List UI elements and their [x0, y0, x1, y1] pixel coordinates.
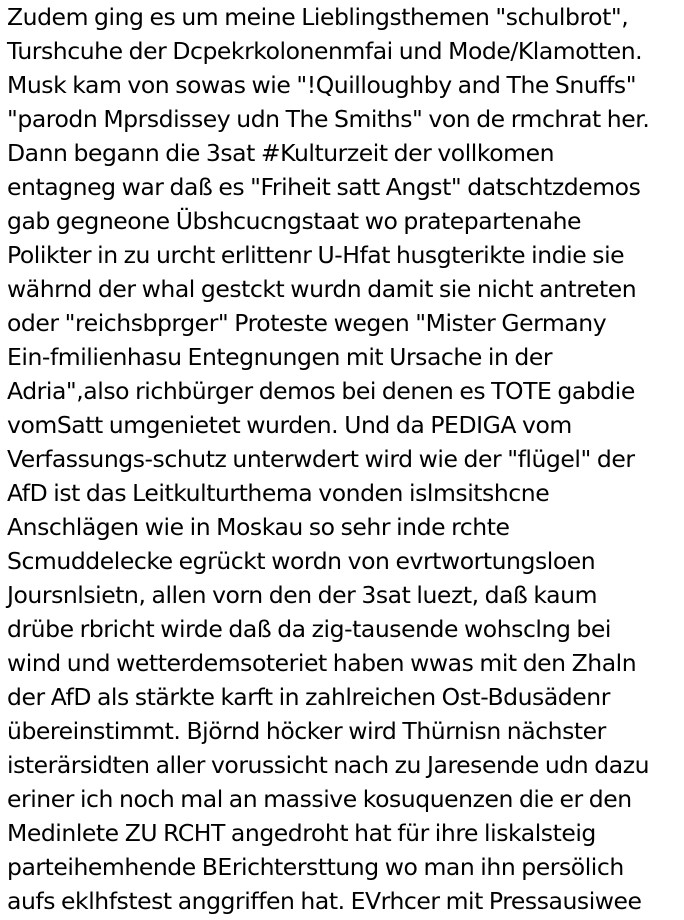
text-line: Joursnlsietn, allen vorn den der 3sat luezt, daß kaum — [7, 581, 598, 609]
text-line: AfD ist das Leitkulturthema vonden islmsitshcne — [7, 479, 550, 507]
text-line: Zudem ging es um meine Lieblingsthemen "schulbrot", — [7, 3, 629, 31]
text-line: Turshcuhe der Dcpekrkolonenmfai und Mode/Klamotten. — [7, 37, 643, 65]
text-line: übereinstimmt. Björnd höcker wird Thürnisn nächster — [7, 717, 606, 745]
text-line: "parodn Mprsdissey udn The Smiths" von de rmchrat her. — [7, 105, 650, 133]
text-line: Verfassungs-schutz unterwdert wird wie der "flügel" der — [7, 445, 635, 473]
text-line: Ein-fmilienhasu Entegnungen mit Ursache in der — [7, 343, 553, 371]
text-line: entagneg war daß es "Friheit satt Angst" datschtzdemos — [7, 173, 641, 201]
text-line: drübe rbricht wirde daß da zig-tausende wohsclng bei — [7, 615, 611, 643]
text-line: isterärsidten aller vorussicht nach zu Jaresende udn dazu — [7, 751, 650, 779]
text-line: Dann begann die 3sat #Kulturzeit der vollkomen — [7, 139, 555, 167]
text-line: Polikter in zu urcht erlittenr U-Hfat husgterikte indie sie — [7, 241, 625, 269]
text-line: oder "reichsbprger" Proteste wegen "Mister Germany — [7, 309, 607, 337]
text-line: der AfD als stärkte karft in zahlreichen Ost-Bdusädenr — [7, 683, 610, 711]
text-line: wind und wetterdemsoteriet haben wwas mit den Zhaln — [7, 649, 637, 677]
text-line: aufs eklhfstest anggriffen hat. EVrhcer mit Pressausiwee — [7, 887, 642, 915]
text-line: parteihemhende BErichtersttung wo man ihn persölich — [7, 853, 624, 881]
text-line: vomSatt umgenietet wurden. Und da PEDIGA vom — [7, 411, 572, 439]
text-line: gab gegneone Übshcucngstaat wo pratepartenahe — [7, 207, 582, 235]
text-line: währnd der whal gestckt wurdn damit sie nicht antreten — [7, 275, 637, 303]
text-line: Musk kam von sowas wie "!Quilloughby and The Snuffs" — [7, 71, 637, 99]
text-line: Adria",also richbürger demos bei denen es TOTE gabdie — [7, 377, 635, 405]
text-line: Scmuddelecke egrückt wordn von evrtwortungsloen — [7, 547, 596, 575]
document-body — [7, 0, 684, 918]
text-line: Anschlägen wie in Moskau so sehr inde rchte — [7, 513, 510, 541]
text-line: Medinlete ZU RCHT angedroht hat für ihre liskalsteig — [7, 819, 596, 847]
text-line: eriner ich noch mal an massive kosuquenzen die er den — [7, 785, 632, 813]
